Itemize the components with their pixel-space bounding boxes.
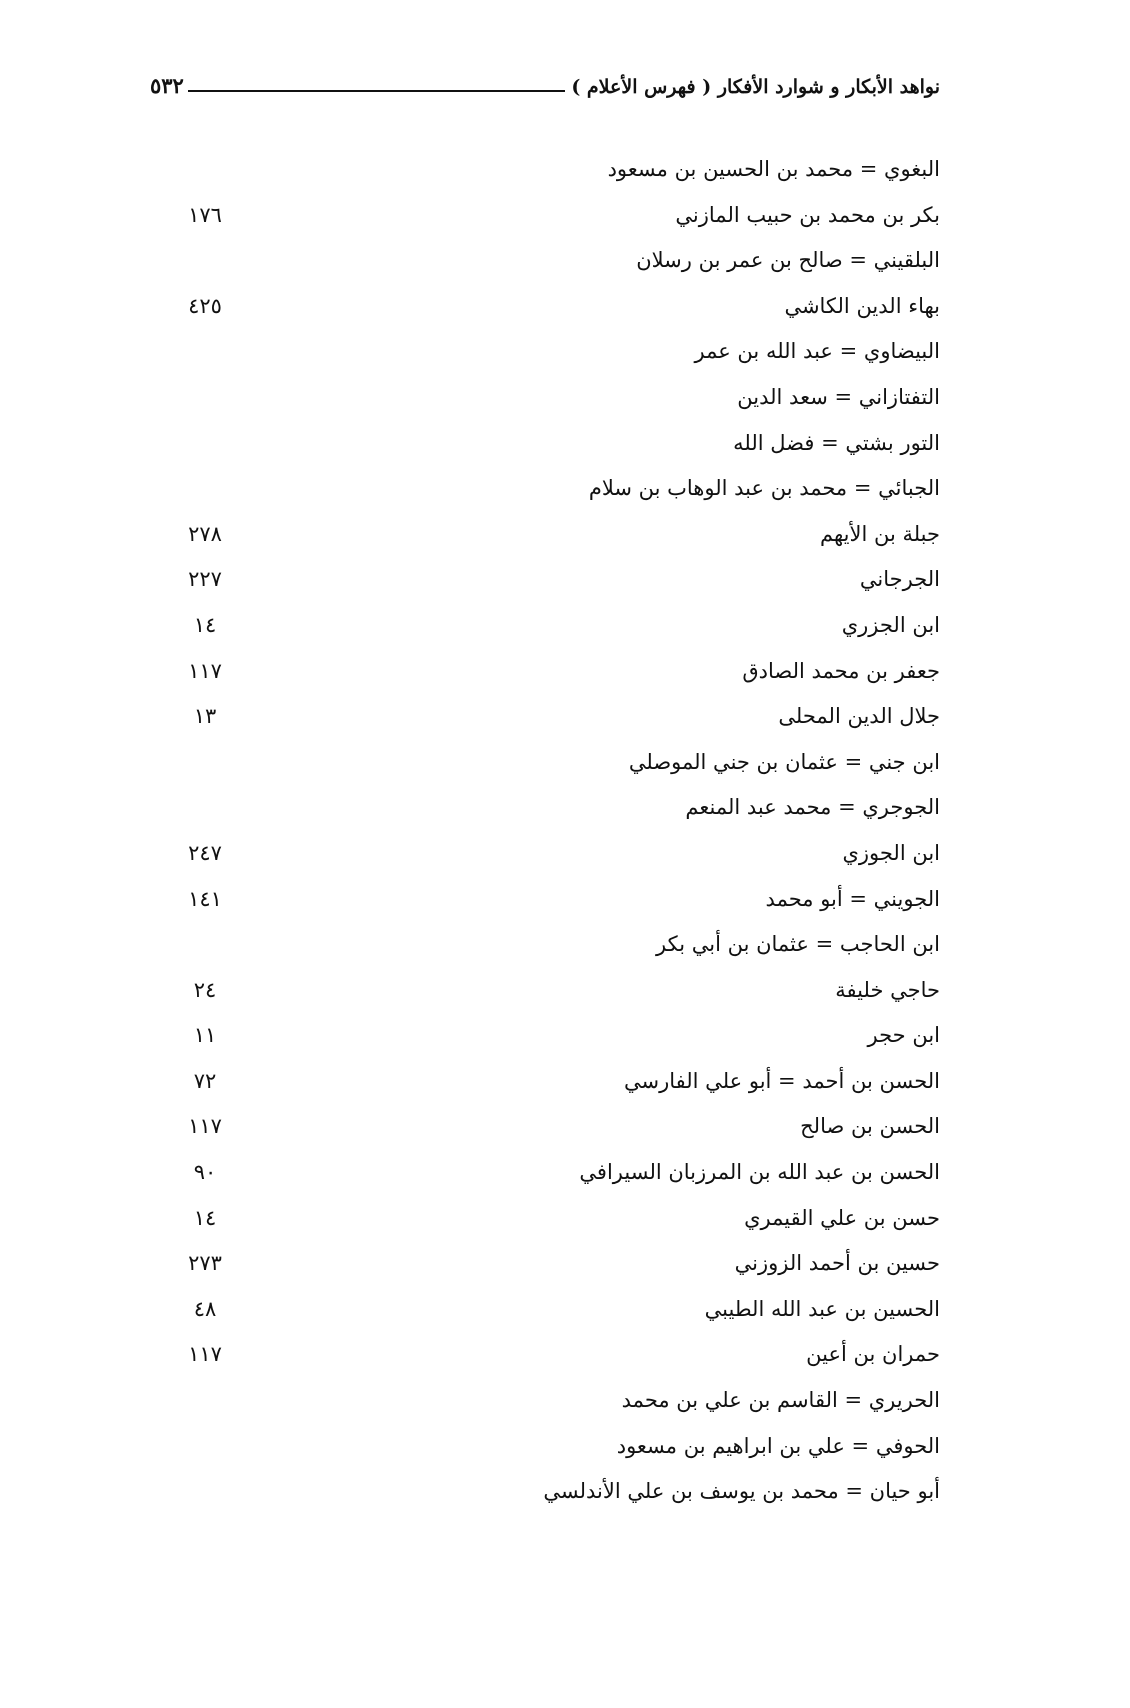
entry-name: ابن حجر	[867, 1023, 940, 1048]
entry-name: الحسن بن عبد الله بن المرزبان السيرافي	[579, 1160, 940, 1185]
entry-name: البغوي = محمد بن الحسين بن مسعود	[607, 157, 940, 181]
entry-name: الحسن بن صالح	[800, 1114, 940, 1139]
entry-name: حسن بن علي القيمري	[744, 1205, 940, 1230]
entry-name: بهاء الدين الكاشي	[784, 293, 940, 318]
entry-page-number: ١٧٦	[188, 202, 222, 227]
index-entry	[150, 700, 940, 746]
entry-name: أبو حيان = محمد بن يوسف بن علي الأندلسي	[543, 1479, 940, 1504]
entry-page-number: ١١٧	[188, 1114, 222, 1139]
entry-name: ابن الجزري	[841, 612, 940, 637]
entry-page-number: ٢٤٧	[188, 840, 222, 865]
entry-page-number: ١٤	[193, 1205, 217, 1230]
index-entry	[150, 1293, 940, 1339]
index-entry	[150, 746, 940, 792]
entry-name: الحريري = القاسم بن علي بن محمد	[621, 1388, 940, 1413]
entry-name: الحسن بن أحمد = أبو علي الفارسي	[624, 1068, 940, 1093]
header-title: نواهد الأبكار و شوارد الأفكار ( فهرس الأعلام )	[571, 76, 940, 98]
entry-page-number: ١٤	[193, 612, 217, 637]
index-entry	[150, 1019, 940, 1065]
entry-page-number: ٢٤	[193, 977, 217, 1002]
entry-name: جلال الدين المحلى	[778, 704, 940, 729]
entry-name: حسين بن أحمد الزوزني	[734, 1251, 940, 1276]
index-entry	[150, 655, 940, 701]
entry-page-number: ٩٠	[193, 1160, 217, 1185]
index-entry	[150, 1065, 940, 1111]
index-entry	[150, 883, 940, 929]
index-entry	[150, 518, 940, 564]
entry-name: ابن الجوزي	[842, 840, 940, 865]
index-entries	[150, 153, 940, 1521]
index-entry	[150, 974, 940, 1020]
entry-page-number: ٢٧٣	[188, 1251, 222, 1276]
entry-name: التفتازاني = سعد الدين	[737, 384, 940, 409]
entry-page-number: ١٤١	[188, 886, 222, 911]
index-entry	[150, 791, 940, 837]
entry-page-number: ١١٧	[188, 658, 222, 683]
entry-name: ابن جني = عثمان بن جني الموصلي	[628, 749, 940, 774]
entry-page-number: ٢٧٨	[188, 521, 222, 546]
entry-name: البلقيني = صالح بن عمر بن رسلان	[636, 248, 940, 273]
index-entry	[150, 427, 940, 473]
entry-page-number: ١١	[193, 1023, 217, 1048]
page-number: ٥٣٢	[150, 73, 184, 98]
entry-name: ابن الحاجب = عثمان بن أبي بكر	[656, 932, 940, 957]
index-entry	[150, 472, 940, 518]
entry-name: التور بشتي = فضل الله	[733, 430, 940, 455]
index-entry	[150, 1247, 940, 1293]
entry-page-number: ٤٨	[193, 1296, 217, 1321]
entry-page-number: ٤٢٥	[188, 293, 222, 318]
index-entry	[150, 1430, 940, 1476]
index-entry	[150, 1384, 940, 1430]
running-header	[150, 64, 940, 98]
index-entry	[150, 563, 940, 609]
index-entry	[150, 928, 940, 974]
entry-name: حمران بن أعين	[806, 1342, 940, 1367]
entry-page-number: ٢٢٧	[188, 567, 222, 592]
entry-name: الجويني = أبو محمد	[765, 886, 940, 911]
entry-name: جبلة بن الأيهم	[819, 521, 940, 546]
index-entry	[150, 153, 940, 199]
index-entry	[150, 1338, 940, 1384]
entry-page-number: ١١٧	[188, 1342, 222, 1367]
index-entry	[150, 381, 940, 427]
entry-name: الجوجري = محمد عبد المنعم	[685, 795, 940, 820]
entry-name: بكر بن محمد بن حبيب المازني	[675, 202, 940, 227]
entry-name: البيضاوي = عبد الله بن عمر	[694, 339, 940, 364]
index-entry	[150, 199, 940, 245]
entry-name: جعفر بن محمد الصادق	[742, 658, 940, 683]
entry-name: الجبائي = محمد بن عبد الوهاب بن سلام	[588, 476, 940, 501]
index-entry	[150, 335, 940, 381]
index-entry	[150, 290, 940, 336]
entry-name: الحسين بن عبد الله الطيبي	[704, 1296, 940, 1321]
index-entry	[150, 1475, 940, 1521]
entry-page-number: ١٣	[193, 704, 217, 729]
index-entry	[150, 1202, 940, 1248]
header-rule	[188, 90, 565, 92]
entry-page-number: ٧٢	[193, 1068, 217, 1093]
index-entry	[150, 1156, 940, 1202]
entry-name: الجرجاني	[859, 567, 940, 592]
index-entry	[150, 244, 940, 290]
entry-name: الحوفي = علي بن ابراهيم بن مسعود	[616, 1433, 940, 1458]
entry-name: حاجي خليفة	[835, 977, 940, 1002]
index-entry	[150, 837, 940, 883]
index-entry	[150, 1110, 940, 1156]
index-entry	[150, 609, 940, 655]
